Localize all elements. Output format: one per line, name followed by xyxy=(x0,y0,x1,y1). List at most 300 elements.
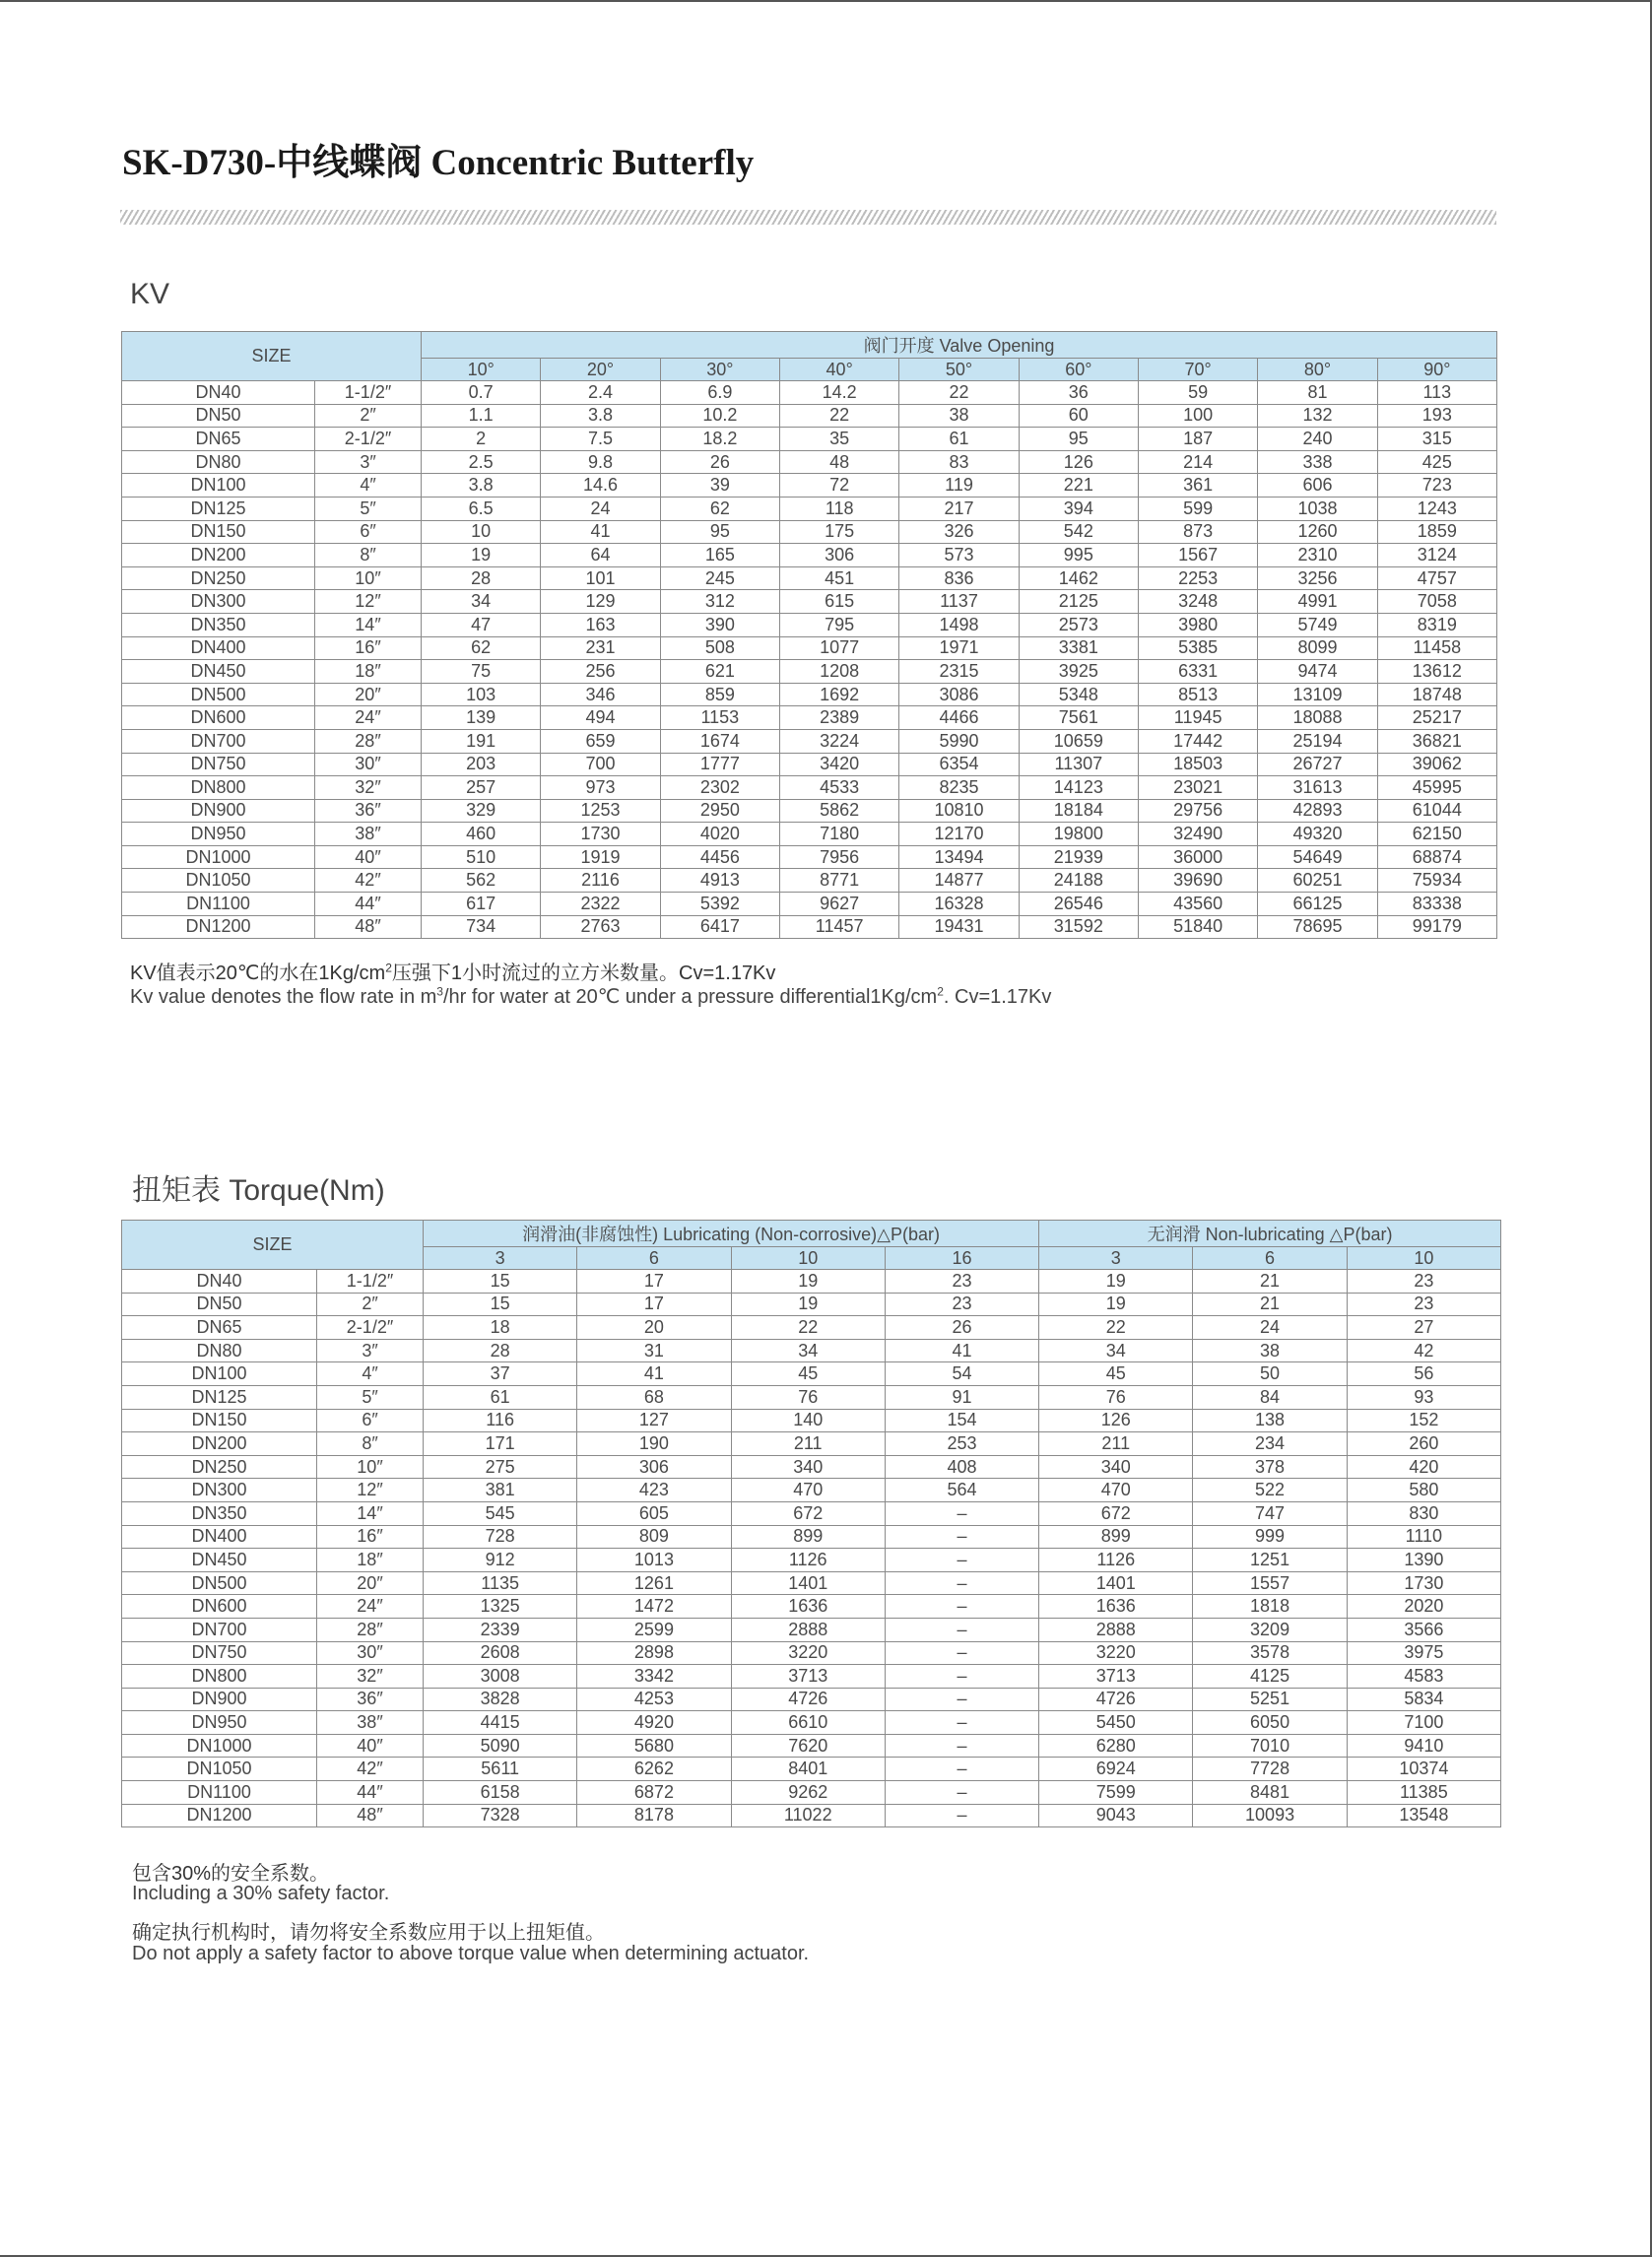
kv-value-cell: 8513 xyxy=(1138,683,1257,706)
torque-value-cell: 6280 xyxy=(1039,1734,1193,1758)
kv-value-cell: 4020 xyxy=(660,823,779,846)
kv-value-cell: 23021 xyxy=(1138,776,1257,800)
torque-value-cell: 3566 xyxy=(1347,1618,1500,1641)
kv-table-row xyxy=(122,869,1497,893)
kv-table-row xyxy=(122,729,1497,753)
torque-value-cell: 61 xyxy=(424,1385,577,1409)
kv-value-cell: 24188 xyxy=(1019,869,1138,893)
kv-value-cell: 5862 xyxy=(780,799,899,823)
torque-value-cell: 50 xyxy=(1193,1362,1347,1386)
kv-value-cell: 99179 xyxy=(1377,915,1496,939)
kv-value-cell: 60 xyxy=(1019,404,1138,428)
kv-size-dn: DN300 xyxy=(122,590,315,614)
kv-value-cell: 81 xyxy=(1258,381,1377,405)
kv-value-cell: 312 xyxy=(660,590,779,614)
kv-value-cell: 41 xyxy=(541,520,660,544)
torque-value-cell: 45 xyxy=(1039,1362,1193,1386)
kv-value-cell: 3086 xyxy=(899,683,1019,706)
kv-value-cell: 191 xyxy=(422,729,541,753)
kv-value-cell: 1859 xyxy=(1377,520,1496,544)
torque-value-cell: 91 xyxy=(885,1385,1038,1409)
kv-size-inch: 28″ xyxy=(315,729,422,753)
torque-value-cell: 275 xyxy=(424,1455,577,1479)
torque-value-cell: 23 xyxy=(885,1270,1038,1294)
torque-value-cell: 6050 xyxy=(1193,1711,1347,1735)
torque-value-cell: 34 xyxy=(1039,1339,1193,1362)
kv-value-cell: 34 xyxy=(422,590,541,614)
torque-size-dn: DN250 xyxy=(122,1455,317,1479)
torque-size-dn: DN125 xyxy=(122,1385,317,1409)
torque-value-cell: 1013 xyxy=(577,1549,731,1572)
kv-value-cell: 6331 xyxy=(1138,660,1257,684)
torque-value-cell: 23 xyxy=(1347,1270,1500,1294)
kv-value-cell: 113 xyxy=(1377,381,1496,405)
kv-value-cell: 329 xyxy=(422,799,541,823)
torque-header-row-1 xyxy=(122,1221,1501,1247)
torque-value-cell: 408 xyxy=(885,1455,1038,1479)
kv-value-cell: 4456 xyxy=(660,845,779,869)
kv-value-cell: 1038 xyxy=(1258,497,1377,520)
kv-value-cell: 61 xyxy=(899,428,1019,451)
kv-value-cell: 4466 xyxy=(899,706,1019,730)
kv-value-cell: 31592 xyxy=(1019,915,1138,939)
torque-value-cell: 3342 xyxy=(577,1665,731,1689)
kv-value-cell: 3980 xyxy=(1138,613,1257,636)
kv-size-dn: DN200 xyxy=(122,544,315,567)
kv-value-cell: 39690 xyxy=(1138,869,1257,893)
kv-value-cell: 25217 xyxy=(1377,706,1496,730)
kv-value-cell: 78695 xyxy=(1258,915,1377,939)
torque-size-inch: 32″ xyxy=(317,1665,424,1689)
kv-size-dn: DN950 xyxy=(122,823,315,846)
torque-table-row xyxy=(122,1758,1501,1781)
kv-value-cell: 599 xyxy=(1138,497,1257,520)
torque-value-cell: – xyxy=(885,1711,1038,1735)
torque-value-cell: 116 xyxy=(424,1409,577,1432)
torque-value-cell: 6158 xyxy=(424,1781,577,1805)
kv-value-cell: 19800 xyxy=(1019,823,1138,846)
torque-value-cell: 6262 xyxy=(577,1758,731,1781)
torque-size-dn: DN700 xyxy=(122,1618,317,1641)
torque-value-cell: 1636 xyxy=(1039,1595,1193,1619)
kv-angle-header: 80° xyxy=(1258,359,1377,381)
kv-value-cell: 103 xyxy=(422,683,541,706)
torque-value-cell: 211 xyxy=(1039,1432,1193,1456)
kv-value-cell: 573 xyxy=(899,544,1019,567)
torque-table-row xyxy=(122,1270,1501,1294)
kv-table-row xyxy=(122,799,1497,823)
torque-size-inch: 4″ xyxy=(317,1362,424,1386)
kv-value-cell: 66125 xyxy=(1258,893,1377,916)
kv-value-cell: 24 xyxy=(541,497,660,520)
torque-value-cell: 19 xyxy=(1039,1270,1193,1294)
kv-size-inch: 42″ xyxy=(315,869,422,893)
kv-size-dn: DN500 xyxy=(122,683,315,706)
torque-size-inch: 5″ xyxy=(317,1385,424,1409)
kv-size-inch: 6″ xyxy=(315,520,422,544)
kv-value-cell: 11945 xyxy=(1138,706,1257,730)
torque-size-inch: 42″ xyxy=(317,1758,424,1781)
kv-size-inch: 36″ xyxy=(315,799,422,823)
torque-value-cell: 899 xyxy=(1039,1525,1193,1549)
torque-value-cell: 3828 xyxy=(424,1688,577,1711)
kv-value-cell: 306 xyxy=(780,544,899,567)
torque-value-cell: 420 xyxy=(1347,1455,1500,1479)
torque-value-cell: 2608 xyxy=(424,1641,577,1665)
torque-value-cell: – xyxy=(885,1618,1038,1641)
torque-size-dn: DN750 xyxy=(122,1641,317,1665)
torque-table-row xyxy=(122,1595,1501,1619)
kv-value-cell: 562 xyxy=(422,869,541,893)
kv-value-cell: 542 xyxy=(1019,520,1138,544)
torque-value-cell: 423 xyxy=(577,1479,731,1502)
torque-value-cell: 8481 xyxy=(1193,1781,1347,1805)
kv-value-cell: 7180 xyxy=(780,823,899,846)
kv-value-cell: 38 xyxy=(899,404,1019,428)
torque-value-cell: 672 xyxy=(1039,1501,1193,1525)
torque-value-cell: 2888 xyxy=(1039,1618,1193,1641)
torque-value-cell: 127 xyxy=(577,1409,731,1432)
torque-value-cell: 1135 xyxy=(424,1571,577,1595)
torque-value-cell: 545 xyxy=(424,1501,577,1525)
torque-value-cell: 470 xyxy=(1039,1479,1193,1502)
kv-value-cell: 2302 xyxy=(660,776,779,800)
torque-value-cell: – xyxy=(885,1571,1038,1595)
kv-value-cell: 22 xyxy=(899,381,1019,405)
kv-value-cell: 1498 xyxy=(899,613,1019,636)
kv-value-cell: 31613 xyxy=(1258,776,1377,800)
kv-value-cell: 62150 xyxy=(1377,823,1496,846)
kv-value-cell: 394 xyxy=(1019,497,1138,520)
torque-table-row xyxy=(122,1525,1501,1549)
kv-value-cell: 59 xyxy=(1138,381,1257,405)
torque-value-cell: 4125 xyxy=(1193,1665,1347,1689)
kv-value-cell: 2.4 xyxy=(541,381,660,405)
torque-value-cell: 41 xyxy=(577,1362,731,1386)
kv-value-cell: 508 xyxy=(660,636,779,660)
torque-table-row xyxy=(122,1316,1501,1340)
torque-value-cell: 9262 xyxy=(731,1781,885,1805)
kv-table-row xyxy=(122,753,1497,776)
torque-size-dn: DN1000 xyxy=(122,1734,317,1758)
torque-table-row xyxy=(122,1804,1501,1827)
torque-value-cell: 13548 xyxy=(1347,1804,1500,1827)
kv-value-cell: 29756 xyxy=(1138,799,1257,823)
torque-value-cell: 76 xyxy=(731,1385,885,1409)
torque-size-dn: DN500 xyxy=(122,1571,317,1595)
torque-value-cell: 2020 xyxy=(1347,1595,1500,1619)
kv-value-cell: 118 xyxy=(780,497,899,520)
kv-value-cell: 1919 xyxy=(541,845,660,869)
kv-value-cell: 165 xyxy=(660,544,779,567)
torque-value-cell: 3975 xyxy=(1347,1641,1500,1665)
kv-table-row xyxy=(122,683,1497,706)
kv-value-cell: 3.8 xyxy=(422,474,541,498)
torque-value-cell: 1401 xyxy=(1039,1571,1193,1595)
torque-value-cell: 580 xyxy=(1347,1479,1500,1502)
torque-value-cell: 728 xyxy=(424,1525,577,1549)
torque-value-cell: 4583 xyxy=(1347,1665,1500,1689)
kv-value-cell: 1971 xyxy=(899,636,1019,660)
kv-size-inch: 44″ xyxy=(315,893,422,916)
kv-size-inch: 24″ xyxy=(315,706,422,730)
kv-value-cell: 1077 xyxy=(780,636,899,660)
kv-value-cell: 3925 xyxy=(1019,660,1138,684)
torque-value-cell: 605 xyxy=(577,1501,731,1525)
kv-value-cell: 700 xyxy=(541,753,660,776)
kv-value-cell: 3.8 xyxy=(541,404,660,428)
kv-value-cell: 1462 xyxy=(1019,566,1138,590)
kv-value-cell: 83 xyxy=(899,450,1019,474)
torque-value-cell: 522 xyxy=(1193,1479,1347,1502)
kv-value-cell: 26 xyxy=(660,450,779,474)
kv-value-cell: 1153 xyxy=(660,706,779,730)
kv-value-cell: 11307 xyxy=(1019,753,1138,776)
kv-value-cell: 18.2 xyxy=(660,428,779,451)
torque-value-cell: 1472 xyxy=(577,1595,731,1619)
kv-value-cell: 126 xyxy=(1019,450,1138,474)
torque-value-cell: 140 xyxy=(731,1409,885,1432)
kv-size-inch: 48″ xyxy=(315,915,422,939)
torque-value-cell: 809 xyxy=(577,1525,731,1549)
torque-table-body xyxy=(122,1270,1501,1827)
torque-value-cell: 4726 xyxy=(731,1688,885,1711)
kv-value-cell: 214 xyxy=(1138,450,1257,474)
torque-value-cell: 340 xyxy=(731,1455,885,1479)
kv-value-cell: 163 xyxy=(541,613,660,636)
kv-table-row xyxy=(122,636,1497,660)
kv-table-row xyxy=(122,660,1497,684)
torque-value-cell: – xyxy=(885,1734,1038,1758)
torque-value-cell: 1636 xyxy=(731,1595,885,1619)
kv-value-cell: 8319 xyxy=(1377,613,1496,636)
kv-table-row xyxy=(122,776,1497,800)
torque-value-cell: 4415 xyxy=(424,1711,577,1735)
kv-value-cell: 60251 xyxy=(1258,869,1377,893)
torque-value-cell: 10374 xyxy=(1347,1758,1500,1781)
torque-table-row xyxy=(122,1665,1501,1689)
kv-value-cell: 3420 xyxy=(780,753,899,776)
torque-value-cell: 7328 xyxy=(424,1804,577,1827)
kv-value-cell: 95 xyxy=(660,520,779,544)
kv-value-cell: 460 xyxy=(422,823,541,846)
torque-value-cell: 1261 xyxy=(577,1571,731,1595)
kv-table-row xyxy=(122,590,1497,614)
torque-value-cell: 564 xyxy=(885,1479,1038,1502)
torque-size-dn: DN300 xyxy=(122,1479,317,1502)
torque-value-cell: – xyxy=(885,1688,1038,1711)
torque-value-cell: 7100 xyxy=(1347,1711,1500,1735)
torque-size-inch: 1-1/2″ xyxy=(317,1270,424,1294)
kv-value-cell: 5392 xyxy=(660,893,779,916)
torque-table-row xyxy=(122,1362,1501,1386)
kv-value-cell: 1137 xyxy=(899,590,1019,614)
kv-size-inch: 4″ xyxy=(315,474,422,498)
torque-lub-pressure-header: 6 xyxy=(577,1247,731,1270)
kv-value-cell: 175 xyxy=(780,520,899,544)
kv-size-dn: DN400 xyxy=(122,636,315,660)
torque-value-cell: 2898 xyxy=(577,1641,731,1665)
kv-value-cell: 723 xyxy=(1377,474,1496,498)
torque-value-cell: 3008 xyxy=(424,1665,577,1689)
kv-table-row xyxy=(122,544,1497,567)
torque-lub-pressure-header: 16 xyxy=(885,1247,1038,1270)
kv-size-dn: DN600 xyxy=(122,706,315,730)
kv-value-cell: 139 xyxy=(422,706,541,730)
kv-value-cell: 0.7 xyxy=(422,381,541,405)
torque-size-inch: 10″ xyxy=(317,1455,424,1479)
torque-size-inch: 36″ xyxy=(317,1688,424,1711)
kv-size-dn: DN125 xyxy=(122,497,315,520)
torque-value-cell: 2888 xyxy=(731,1618,885,1641)
torque-size-inch: 44″ xyxy=(317,1781,424,1805)
kv-header-row-1 xyxy=(122,332,1497,359)
torque-note-2-chinese: 确定执行机构时，请勿将安全系数应用于以上扭矩值。 xyxy=(132,1922,605,1944)
kv-table-row xyxy=(122,845,1497,869)
kv-value-cell: 5348 xyxy=(1019,683,1138,706)
torque-value-cell: 234 xyxy=(1193,1432,1347,1456)
kv-value-cell: 42893 xyxy=(1258,799,1377,823)
kv-size-inch: 16″ xyxy=(315,636,422,660)
kv-value-cell: 203 xyxy=(422,753,541,776)
kv-value-cell: 11457 xyxy=(780,915,899,939)
kv-value-cell: 1260 xyxy=(1258,520,1377,544)
kv-note-english: Kv value denotes the flow rate in $m^3/hr$ for water at 20℃ under a pressure $differential1Kg/cm^2$. Cv=1.17Kv xyxy=(130,984,1052,1008)
kv-size-dn: DN700 xyxy=(122,729,315,753)
kv-table-row xyxy=(122,381,1497,405)
kv-size-dn: DN80 xyxy=(122,450,315,474)
kv-value-cell: 43560 xyxy=(1138,893,1257,916)
kv-size-dn: DN900 xyxy=(122,799,315,823)
torque-value-cell: 3209 xyxy=(1193,1618,1347,1641)
kv-value-cell: 22 xyxy=(780,404,899,428)
torque-value-cell: 4920 xyxy=(577,1711,731,1735)
torque-value-cell: 34 xyxy=(731,1339,885,1362)
kv-table-row xyxy=(122,520,1497,544)
kv-size-inch: 1-1/2″ xyxy=(315,381,422,405)
torque-value-cell: 3713 xyxy=(1039,1665,1193,1689)
torque-value-cell: 830 xyxy=(1347,1501,1500,1525)
kv-value-cell: 2315 xyxy=(899,660,1019,684)
torque-value-cell: 3578 xyxy=(1193,1641,1347,1665)
kv-value-cell: 1253 xyxy=(541,799,660,823)
kv-table-row xyxy=(122,915,1497,939)
torque-size-dn: DN950 xyxy=(122,1711,317,1735)
kv-value-cell: 4757 xyxy=(1377,566,1496,590)
torque-table-row xyxy=(122,1711,1501,1735)
torque-value-cell: 126 xyxy=(1039,1409,1193,1432)
kv-angle-header: 30° xyxy=(660,359,779,381)
torque-size-inch: 12″ xyxy=(317,1479,424,1502)
torque-note-1-english: Including a 30% safety factor. xyxy=(132,1883,390,1904)
kv-size-dn: DN350 xyxy=(122,613,315,636)
torque-value-cell: 138 xyxy=(1193,1409,1347,1432)
kv-value-cell: 11458 xyxy=(1377,636,1496,660)
torque-table-row xyxy=(122,1618,1501,1641)
kv-note-chinese: KV值表示20℃的水在$1Kg/cm^2$压强下1小时流过的立方米数量。Cv=1.17Kv xyxy=(130,961,776,984)
torque-size-dn: DN40 xyxy=(122,1270,317,1294)
kv-section-title: KV xyxy=(130,278,170,310)
kv-value-cell: 606 xyxy=(1258,474,1377,498)
torque-table-row xyxy=(122,1501,1501,1525)
kv-size-inch: 40″ xyxy=(315,845,422,869)
kv-value-cell: 2.5 xyxy=(422,450,541,474)
kv-value-cell: 240 xyxy=(1258,428,1377,451)
torque-value-cell: 5611 xyxy=(424,1758,577,1781)
kv-value-cell: 7.5 xyxy=(541,428,660,451)
kv-value-cell: 5749 xyxy=(1258,613,1377,636)
torque-value-cell: – xyxy=(885,1804,1038,1827)
torque-value-cell: 672 xyxy=(731,1501,885,1525)
torque-size-dn: DN150 xyxy=(122,1409,317,1432)
kv-value-cell: 95 xyxy=(1019,428,1138,451)
torque-table-row xyxy=(122,1339,1501,1362)
kv-value-cell: 132 xyxy=(1258,404,1377,428)
kv-value-cell: 26727 xyxy=(1258,753,1377,776)
torque-value-cell: 3220 xyxy=(731,1641,885,1665)
kv-value-cell: 48 xyxy=(780,450,899,474)
kv-value-cell: 221 xyxy=(1019,474,1138,498)
kv-value-cell: 32490 xyxy=(1138,823,1257,846)
torque-value-cell: 28 xyxy=(424,1339,577,1362)
kv-value-cell: 2389 xyxy=(780,706,899,730)
kv-value-cell: 193 xyxy=(1377,404,1496,428)
kv-value-cell: 12170 xyxy=(899,823,1019,846)
kv-value-cell: 19431 xyxy=(899,915,1019,939)
kv-value-cell: 19 xyxy=(422,544,541,567)
kv-table-row xyxy=(122,428,1497,451)
kv-angle-header: 20° xyxy=(541,359,660,381)
torque-value-cell: – xyxy=(885,1781,1038,1805)
torque-value-cell: 1126 xyxy=(731,1549,885,1572)
torque-value-cell: 4726 xyxy=(1039,1688,1193,1711)
kv-value-cell: 1777 xyxy=(660,753,779,776)
kv-size-header: SIZE xyxy=(122,332,422,381)
torque-value-cell: 24 xyxy=(1193,1316,1347,1340)
kv-value-cell: 75 xyxy=(422,660,541,684)
kv-value-cell: 326 xyxy=(899,520,1019,544)
torque-lub-pressure-header: 3 xyxy=(424,1247,577,1270)
torque-value-cell: 8178 xyxy=(577,1804,731,1827)
kv-value-cell: 3256 xyxy=(1258,566,1377,590)
kv-value-cell: 1692 xyxy=(780,683,899,706)
kv-value-cell: 64 xyxy=(541,544,660,567)
torque-value-cell: 6872 xyxy=(577,1781,731,1805)
torque-size-header: SIZE xyxy=(122,1221,424,1270)
torque-value-cell: 154 xyxy=(885,1409,1038,1432)
torque-value-cell: 260 xyxy=(1347,1432,1500,1456)
kv-size-inch: 2″ xyxy=(315,404,422,428)
torque-value-cell: – xyxy=(885,1665,1038,1689)
kv-value-cell: 39 xyxy=(660,474,779,498)
kv-value-cell: 10659 xyxy=(1019,729,1138,753)
kv-table-row xyxy=(122,566,1497,590)
kv-value-cell: 973 xyxy=(541,776,660,800)
kv-value-cell: 257 xyxy=(422,776,541,800)
hatched-divider xyxy=(120,210,1496,225)
kv-value-cell: 1208 xyxy=(780,660,899,684)
kv-angle-header: 60° xyxy=(1019,359,1138,381)
torque-nonlub-pressure-header: 10 xyxy=(1347,1247,1500,1270)
kv-value-cell: 8235 xyxy=(899,776,1019,800)
torque-value-cell: 10093 xyxy=(1193,1804,1347,1827)
kv-size-inch: 18″ xyxy=(315,660,422,684)
torque-value-cell: – xyxy=(885,1549,1038,1572)
kv-value-cell: 1.1 xyxy=(422,404,541,428)
torque-table-row xyxy=(122,1432,1501,1456)
kv-value-cell: 36821 xyxy=(1377,729,1496,753)
kv-value-cell: 346 xyxy=(541,683,660,706)
